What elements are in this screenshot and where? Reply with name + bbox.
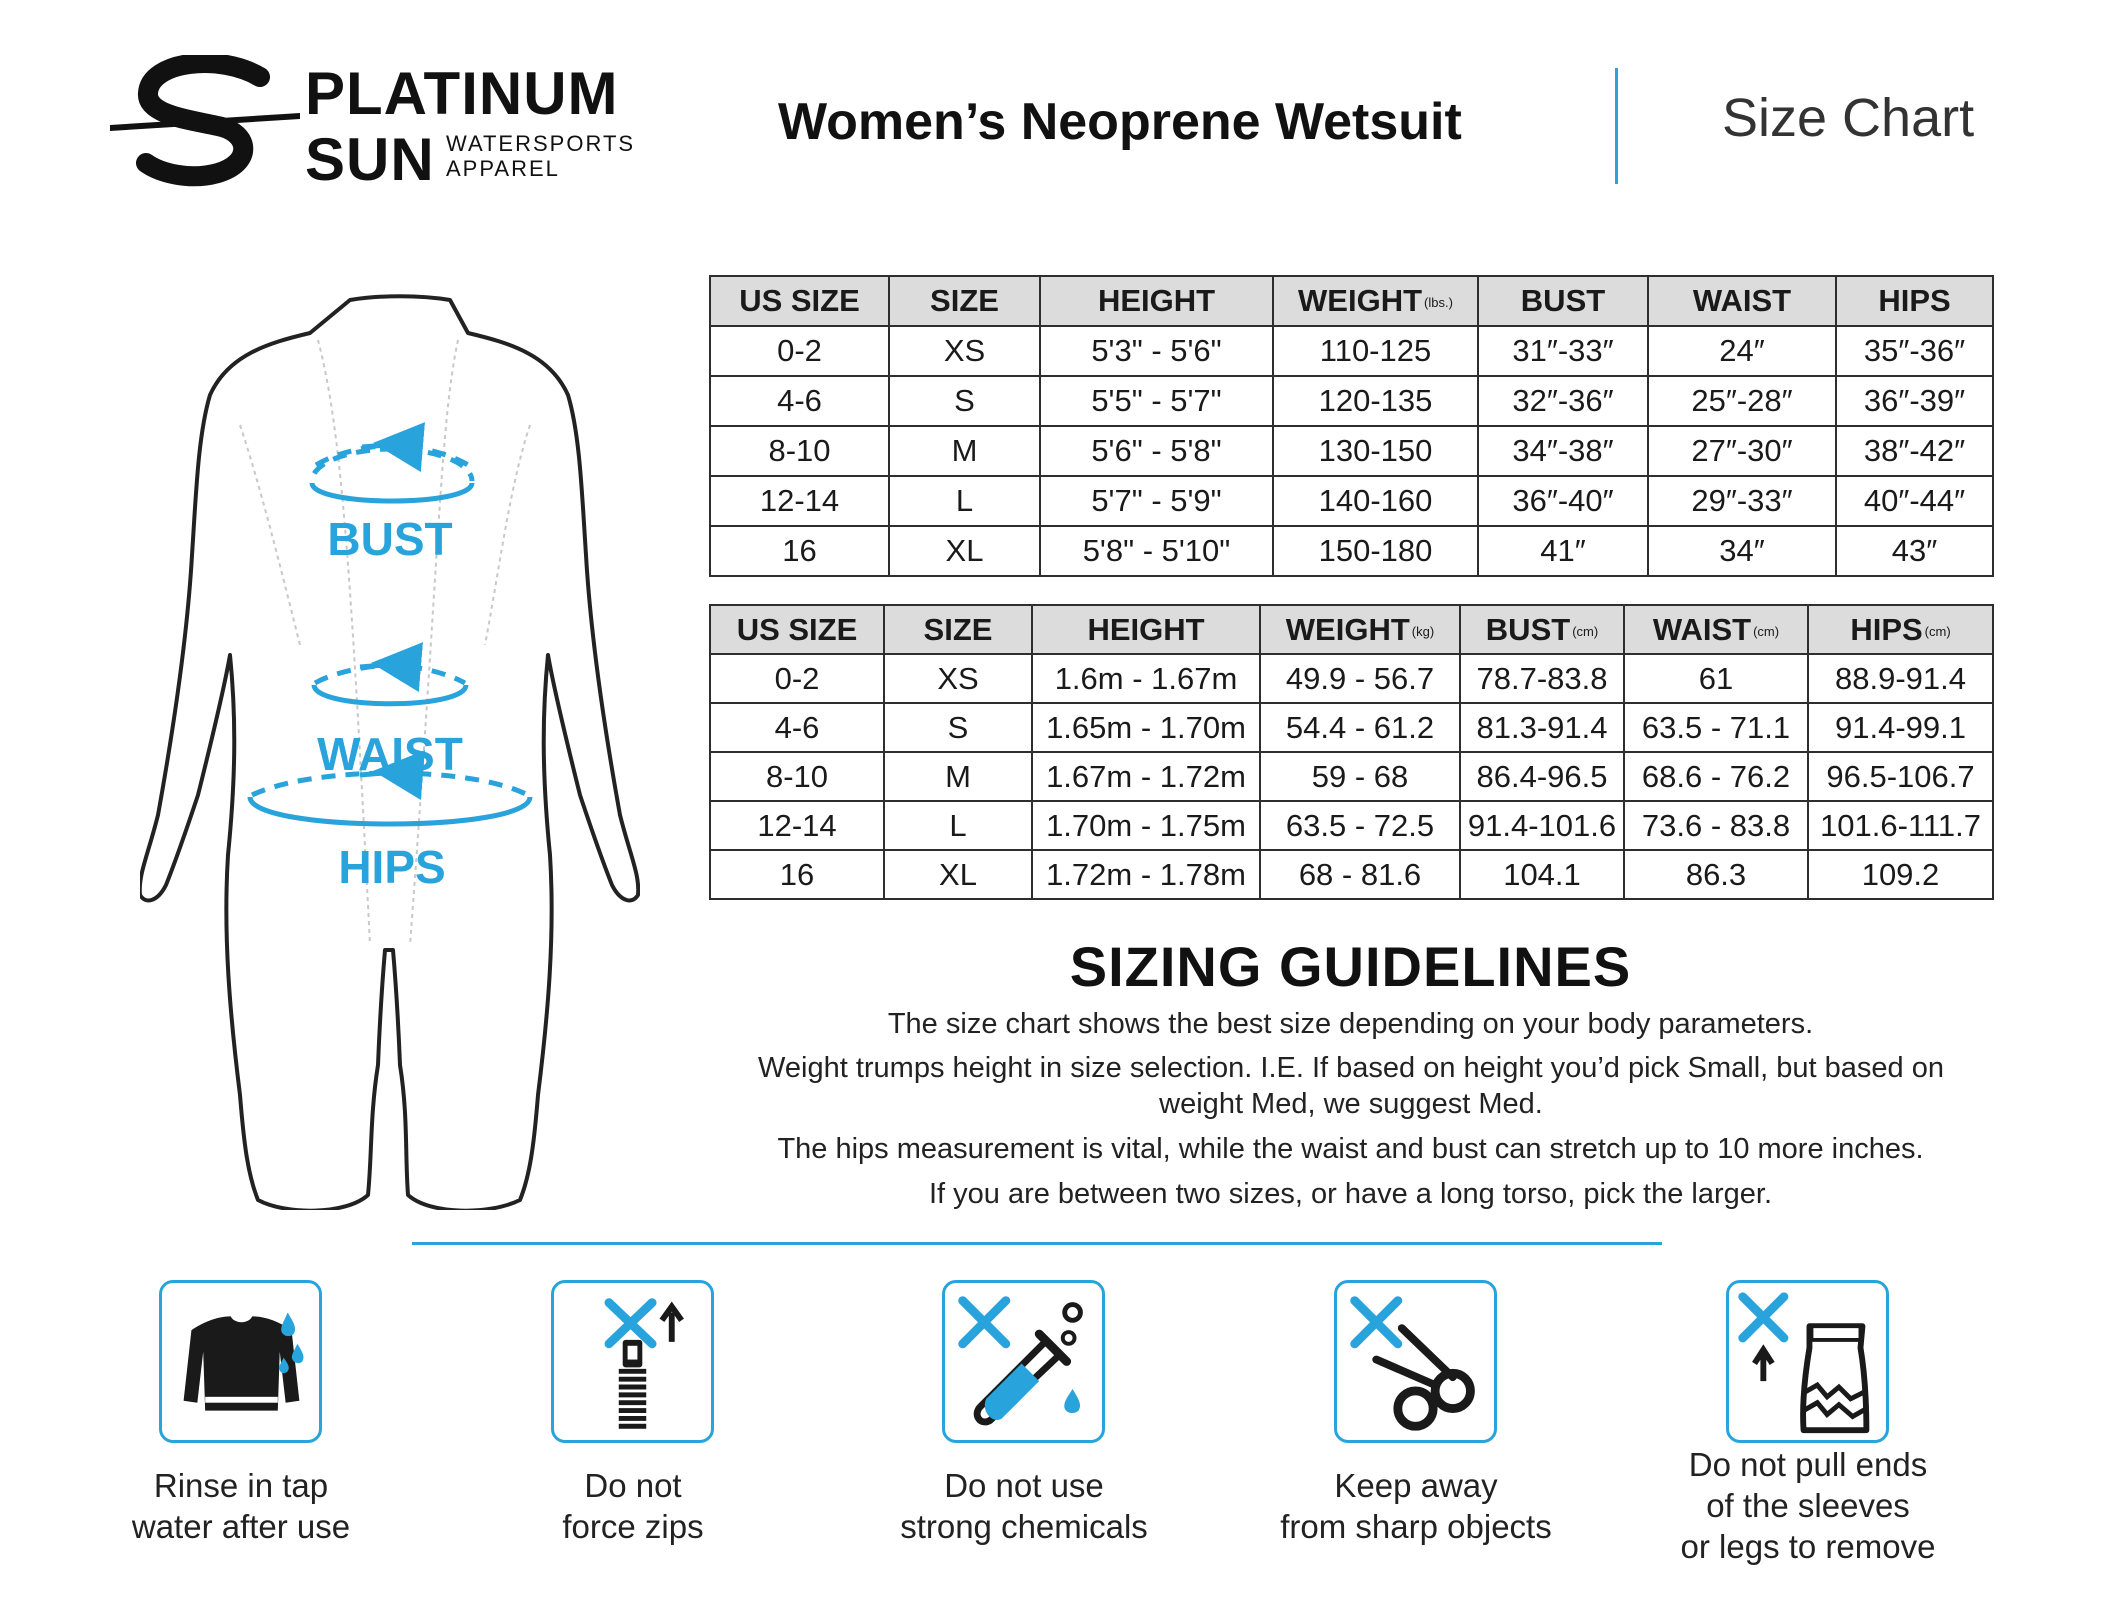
header-us-size: US SIZE — [710, 276, 889, 326]
cell-bust: 91.4-101.6 — [1460, 801, 1624, 850]
cell-weight: 59 - 68 — [1260, 752, 1460, 801]
header-divider — [1615, 68, 1618, 184]
table-row — [710, 850, 1993, 899]
cell-waist: 24″ — [1648, 326, 1836, 376]
cell-height: 5'7" - 5'9" — [1040, 476, 1273, 526]
table-row — [710, 654, 1993, 703]
cell-height: 5'3" - 5'6" — [1040, 326, 1273, 376]
hips-label: HIPS — [338, 841, 446, 893]
header-waist: WAIST — [1648, 276, 1836, 326]
product-title: Women’s Neoprene Wetsuit — [778, 93, 1462, 151]
cell-hips: 40″-44″ — [1836, 476, 1993, 526]
guideline-line: The size chart shows the best size depending on your body parameters. — [887, 1008, 1814, 1040]
sizing-guidelines-heading: SIZING GUIDELINES — [1069, 935, 1632, 998]
cell-height: 1.65m - 1.70m — [1032, 703, 1260, 752]
table-header-row — [710, 276, 1993, 326]
cell-waist: 34″ — [1648, 526, 1836, 576]
brand-name-line1: PLATINUM — [305, 60, 619, 127]
cell-us-size: 0-2 — [710, 654, 884, 703]
cell-height: 1.70m - 1.75m — [1032, 801, 1260, 850]
cell-us-size: 0-2 — [710, 326, 889, 376]
hips-unit: (cm) — [1924, 623, 1951, 639]
cell-weight: 140-160 — [1273, 476, 1478, 526]
cell-size: S — [884, 703, 1032, 752]
cell-waist: 68.6 - 76.2 — [1624, 752, 1808, 801]
cell-us-size: 12-14 — [710, 476, 889, 526]
cell-size: XL — [889, 526, 1040, 576]
rinse-icon — [159, 1280, 322, 1443]
header-bust: BUST (cm) — [1460, 605, 1624, 654]
table-row — [710, 526, 1993, 576]
cell-us-size: 4-6 — [710, 703, 884, 752]
cell-height: 5'8" - 5'10" — [1040, 526, 1273, 576]
table-row — [710, 426, 1993, 476]
cell-size: XS — [889, 326, 1040, 376]
cell-bust: 31″-33″ — [1478, 326, 1648, 376]
cell-bust: 86.4-96.5 — [1460, 752, 1624, 801]
section-divider — [412, 1242, 1662, 1245]
no-chemicals-icon — [942, 1280, 1105, 1443]
guideline-line: If you are between two sizes, or have a long torso, pick the larger. — [928, 1178, 1773, 1210]
cell-hips: 35″-36″ — [1836, 326, 1993, 376]
table-header-row — [710, 605, 1993, 654]
cell-bust: 78.7-83.8 — [1460, 654, 1624, 703]
cell-bust: 32″-36″ — [1478, 376, 1648, 426]
cell-size: S — [889, 376, 1040, 426]
cell-weight: 63.5 - 72.5 — [1260, 801, 1460, 850]
bust-unit: (cm) — [1572, 623, 1599, 639]
cell-weight: 130-150 — [1273, 426, 1478, 476]
care-label-rinse: Rinse in tap water after use — [131, 1467, 351, 1545]
table-row — [710, 326, 1993, 376]
cell-height: 1.67m - 1.72m — [1032, 752, 1260, 801]
waist-unit: (cm) — [1753, 623, 1780, 639]
cell-size: M — [884, 752, 1032, 801]
cell-hips: 38″-42″ — [1836, 426, 1993, 476]
cell-waist: 73.6 - 83.8 — [1624, 801, 1808, 850]
table-row — [710, 476, 1993, 526]
cell-waist: 25″-28″ — [1648, 376, 1836, 426]
brand-name-line2: SUN — [305, 126, 435, 193]
cell-bust: 41″ — [1478, 526, 1648, 576]
cell-waist: 63.5 - 71.1 — [1624, 703, 1808, 752]
wetsuit-figure — [140, 285, 640, 1210]
cell-hips: 109.2 — [1808, 850, 1993, 899]
cell-weight: 49.9 - 56.7 — [1260, 654, 1460, 703]
care-label-chemicals: Do not use strong chemicals — [900, 1467, 1148, 1545]
care-label-sharp: Keep away from sharp objects — [1280, 1467, 1552, 1545]
header-bust: BUST — [1478, 276, 1648, 326]
table-row — [710, 703, 1993, 752]
cell-bust: 36″-40″ — [1478, 476, 1648, 526]
header-waist: WAIST (cm) — [1624, 605, 1808, 654]
header-height: HEIGHT — [1032, 605, 1260, 654]
cell-bust: 34″-38″ — [1478, 426, 1648, 476]
cell-hips: 88.9-91.4 — [1808, 654, 1993, 703]
cell-height: 1.6m - 1.67m — [1032, 654, 1260, 703]
cell-size: L — [889, 476, 1040, 526]
cell-us-size: 16 — [710, 850, 884, 899]
cell-us-size: 8-10 — [710, 426, 889, 476]
table-row — [710, 752, 1993, 801]
cell-hips: 36″-39″ — [1836, 376, 1993, 426]
header-height: HEIGHT — [1040, 276, 1273, 326]
header-size: SIZE — [884, 605, 1032, 654]
header-weight: WEIGHT (lbs.) — [1273, 276, 1478, 326]
weight-unit: (lbs.) — [1424, 295, 1453, 311]
cell-height: 5'6" - 5'8" — [1040, 426, 1273, 476]
cell-weight: 68 - 81.6 — [1260, 850, 1460, 899]
header-weight: WEIGHT (kg) — [1260, 605, 1460, 654]
cell-waist: 61 — [1624, 654, 1808, 703]
brand-logo-icon — [110, 55, 300, 190]
guideline-line: Weight trumps height in size selection. I.E. If based on height you’d pick Small, but based on weight Med, we suggest Med. — [758, 1052, 1944, 1120]
bust-label: BUST — [327, 513, 453, 565]
table-row — [710, 376, 1993, 426]
cell-size: XS — [884, 654, 1032, 703]
header-hips: HIPS — [1836, 276, 1993, 326]
size-table-metric — [709, 604, 1994, 900]
care-label-zips: Do not force zips — [562, 1467, 704, 1545]
cell-bust: 104.1 — [1460, 850, 1624, 899]
guideline-line: The hips measurement is vital, while the waist and bust can stretch up to 10 more inches. — [777, 1133, 1924, 1165]
cell-height: 5'5" - 5'7" — [1040, 376, 1273, 426]
header-hips: HIPS (cm) — [1808, 605, 1993, 654]
header-us-size: US SIZE — [710, 605, 884, 654]
cell-weight: 54.4 - 61.2 — [1260, 703, 1460, 752]
size-table-imperial — [709, 275, 1994, 577]
care-label-pull-ends: Do not pull ends of the sleeves or legs to remove — [1680, 1446, 1936, 1565]
no-sharp-objects-icon — [1334, 1280, 1497, 1443]
no-pull-ends-icon — [1726, 1280, 1889, 1443]
size-chart-title: Size Chart — [1722, 88, 1975, 148]
cell-weight: 150-180 — [1273, 526, 1478, 576]
cell-bust: 81.3-91.4 — [1460, 703, 1624, 752]
header-size: SIZE — [889, 276, 1040, 326]
cell-hips: 101.6-111.7 — [1808, 801, 1993, 850]
cell-us-size: 8-10 — [710, 752, 884, 801]
cell-weight: 110-125 — [1273, 326, 1478, 376]
cell-waist: 27″-30″ — [1648, 426, 1836, 476]
cell-height: 1.72m - 1.78m — [1032, 850, 1260, 899]
cell-hips: 91.4-99.1 — [1808, 703, 1993, 752]
cell-us-size: 16 — [710, 526, 889, 576]
table-row — [710, 801, 1993, 850]
cell-size: XL — [884, 850, 1032, 899]
weight-unit: (kg) — [1411, 623, 1435, 639]
cell-size: M — [889, 426, 1040, 476]
brand-subtitle-line2: APPAREL — [446, 156, 560, 181]
cell-hips: 96.5-106.7 — [1808, 752, 1993, 801]
no-force-zip-icon — [551, 1280, 714, 1443]
brand-subtitle-line1: WATERSPORTS — [446, 131, 636, 156]
cell-waist: 86.3 — [1624, 850, 1808, 899]
cell-size: L — [884, 801, 1032, 850]
cell-us-size: 12-14 — [710, 801, 884, 850]
cell-hips: 43″ — [1836, 526, 1993, 576]
waist-label: WAIST — [317, 728, 463, 780]
cell-waist: 29″-33″ — [1648, 476, 1836, 526]
cell-us-size: 4-6 — [710, 376, 889, 426]
cell-weight: 120-135 — [1273, 376, 1478, 426]
